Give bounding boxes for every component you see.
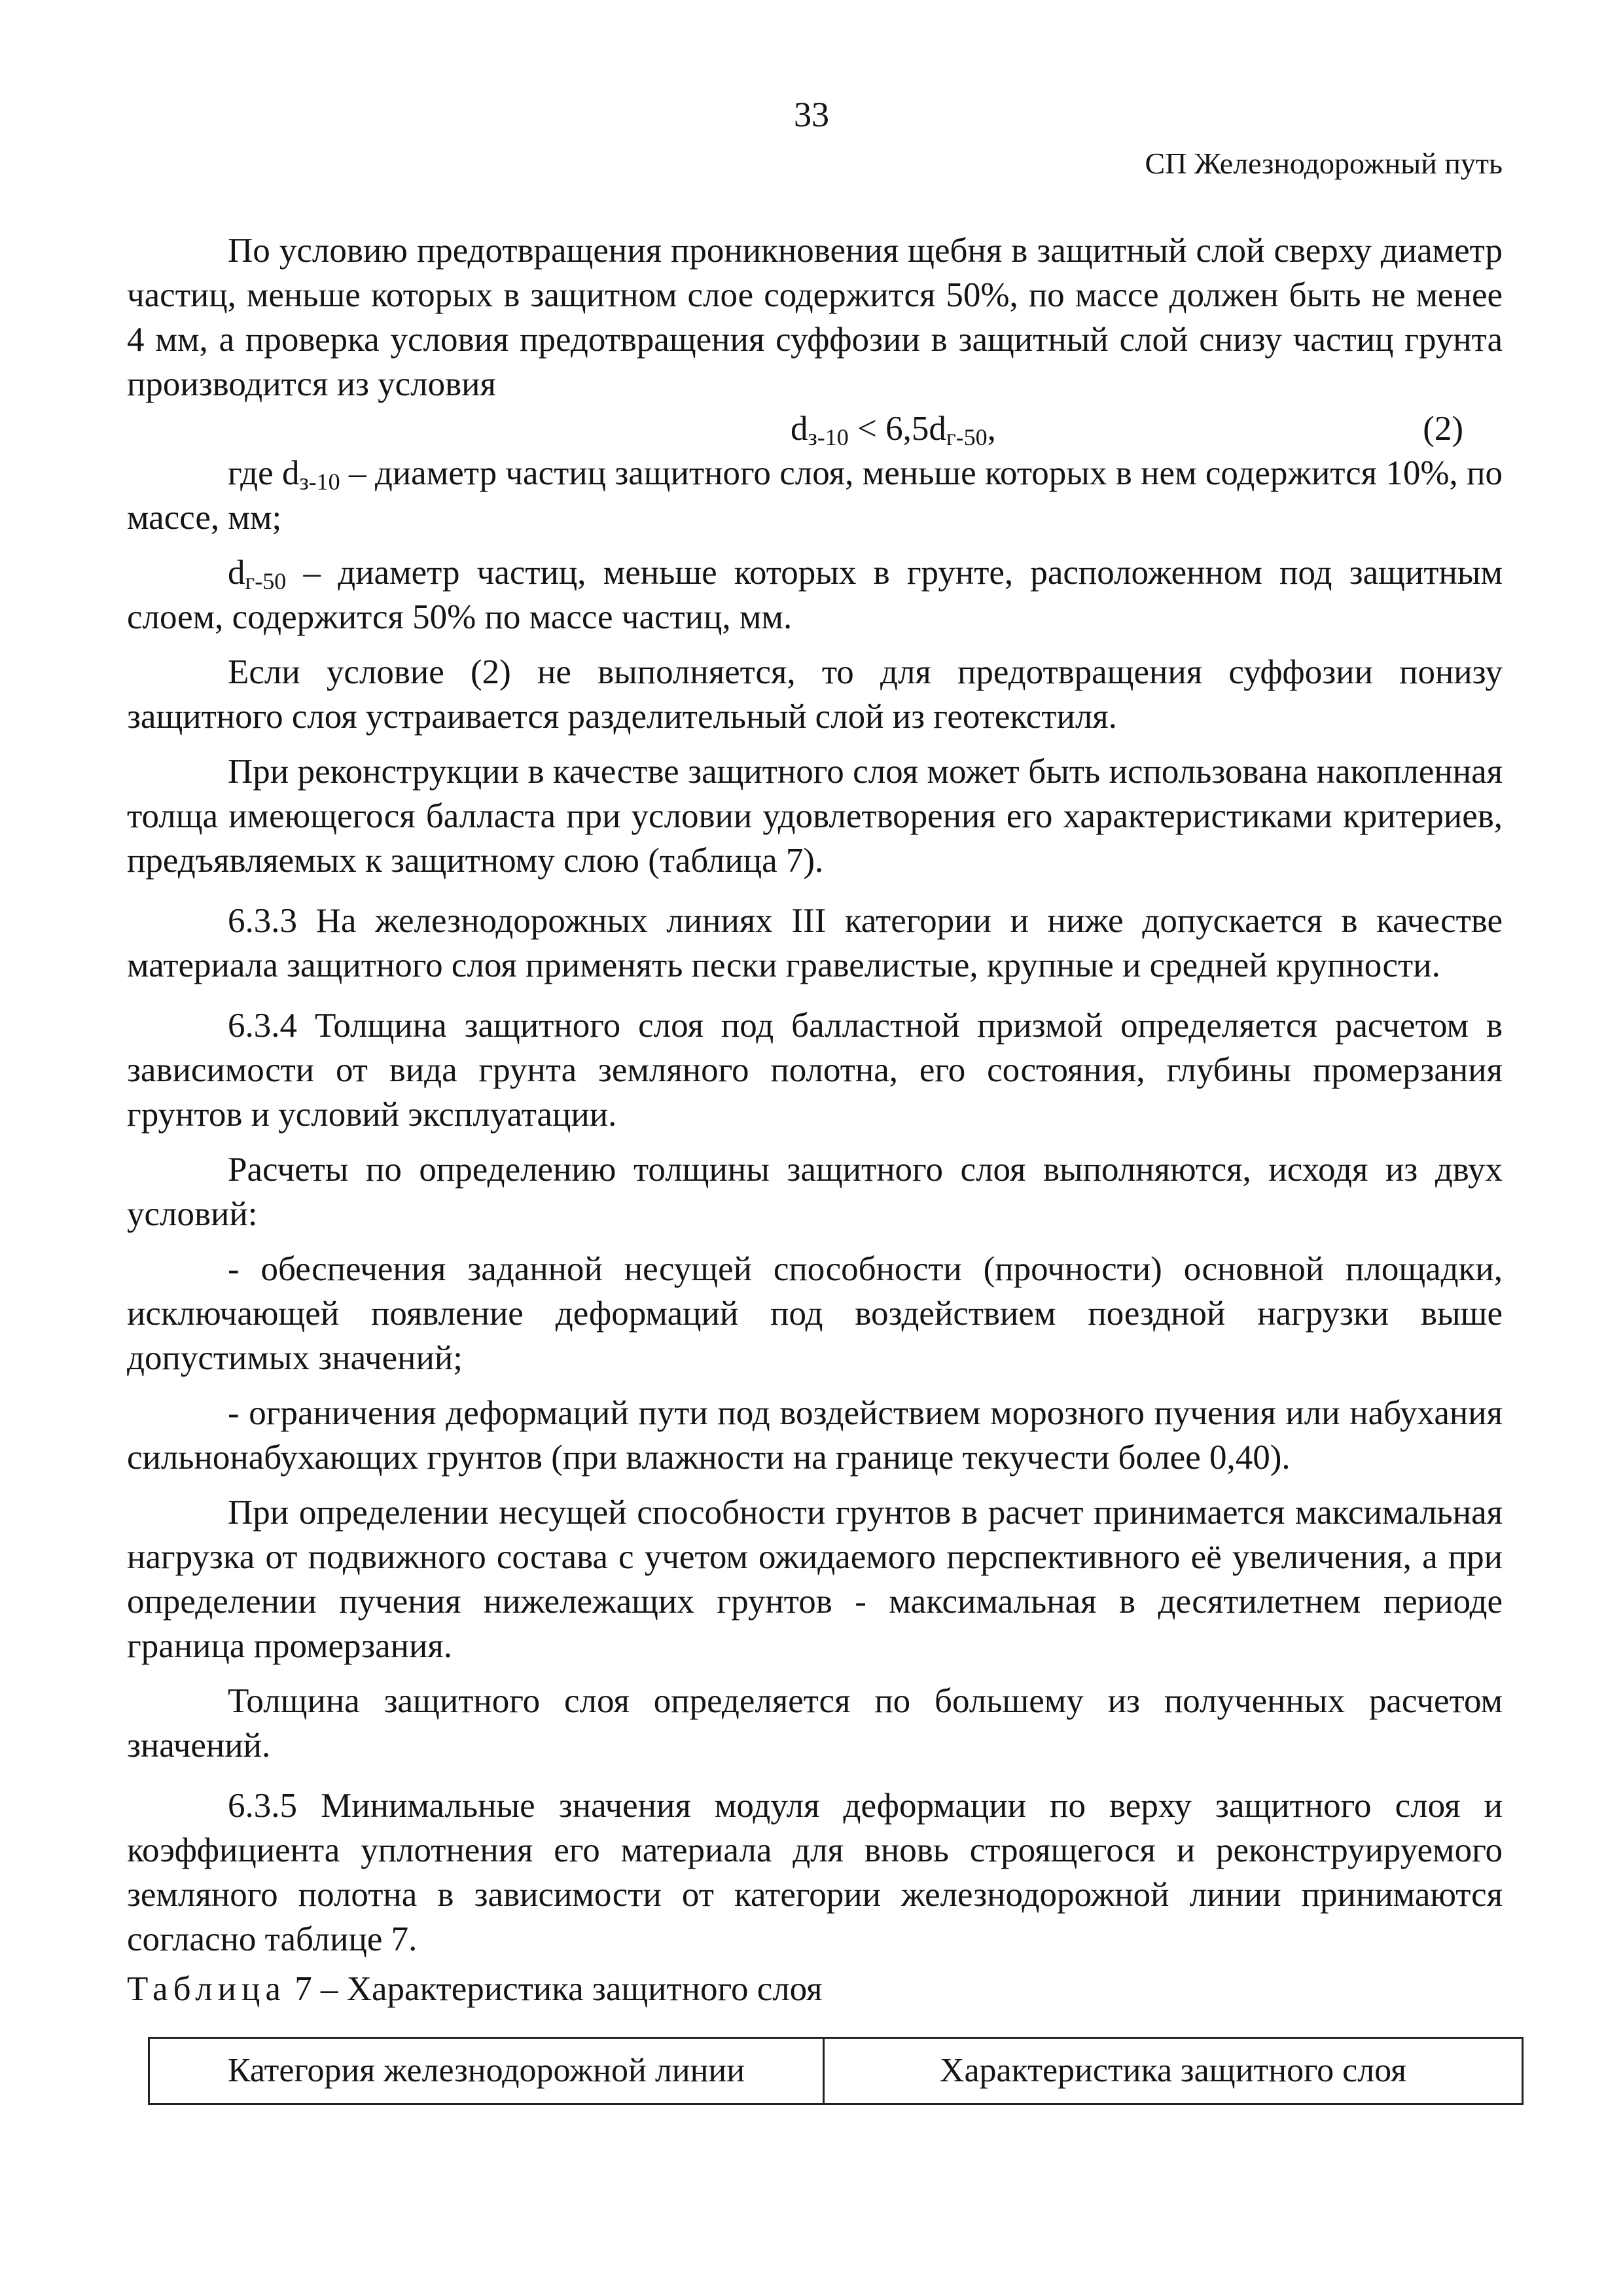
definition-symbol: d: [228, 554, 245, 592]
paragraph-condition-1: - обеспечения заданной несущей способности (прочности) основной площадки, исключающей появление деформаций под воздействием поездной нагрузки выше допустимых значений;: [127, 1250, 1503, 1377]
paragraph-load: При определении несущей способности грунтов в расчет принимается максимальная нагрузка от подвижного состава с учетом ожидаемого перспективного её увеличения, а при определении пучения нижележащих грунтов - максимальная в десятилетнем периоде граница промерзания.: [127, 1494, 1503, 1665]
formula-number: (2): [1423, 410, 1463, 448]
definition-subscript: г-50: [245, 568, 287, 594]
paragraph-calculations: Расчеты по определению толщины защитного слоя выполняются, исходя из двух условий:: [127, 1151, 1503, 1233]
header-cell-category: Категория железнодорожной линии: [149, 2038, 824, 2104]
paragraph-if-condition: Если условие (2) не выполняется, то для предотвращения суффозии понизу защитного слоя устраивается разделительный слой из геотекстиля.: [127, 653, 1503, 736]
definition-symbol: d: [281, 454, 300, 492]
formula-tail: ,: [987, 410, 996, 448]
table-header-row: [149, 2038, 1523, 2104]
definition-text: – диаметр частиц защитного слоя, меньше которых в нем содержится 10%, по массе, мм;: [127, 454, 1503, 537]
table-7: [148, 2037, 1524, 2105]
definition-prefix: где: [228, 454, 282, 492]
paragraph-thickness: Толщина защитного слоя определяется по большему из полученных расчетом значений.: [127, 1682, 1503, 1765]
table-caption: [127, 1967, 1503, 2011]
definition-text: – диаметр частиц, меньше которых в грунте, расположенном под защитным слоем, содержится 50% по массе частиц, мм.: [127, 554, 1503, 636]
paragraph-6-3-3: 6.3.3 На железнодорожных линиях III категории и ниже допускается в качестве материала защитного слоя применять пески гравелистые, крупные и средней крупности.: [127, 902, 1503, 984]
paragraph-condition-2: - ограничения деформаций пути под воздействием морозного пучения или набухания сильнонабухающих грунтов (при влажности на границе текучести более 0,40).: [127, 1394, 1503, 1477]
formula-sub1: з-10: [808, 424, 849, 450]
formula-sub2: г-50: [946, 424, 988, 450]
definition-subscript: з-10: [299, 469, 340, 495]
formula-2: [127, 406, 1503, 451]
formula-d2: d: [929, 410, 946, 448]
table-caption-label: Таблица: [127, 1970, 286, 2008]
running-header: СП Железнодорожный путь: [1145, 147, 1503, 180]
formula-operator: < 6,5: [848, 410, 929, 448]
header-cell-characteristic: Характеристика защитного слоя: [824, 2038, 1523, 2104]
formula-expression: [791, 406, 996, 451]
paragraph-6-3-4: 6.3.4 Толщина защитного слоя под балластной призмой определяется расчетом в зависимости от вида грунта земляного полотна, его состояния, глубины промерзания грунтов и условий эксплуатации.: [127, 1007, 1503, 1134]
formula-d1: d: [791, 410, 808, 448]
paragraph-6-3-5: 6.3.5 Минимальные значения модуля деформации по верху защитного слоя и коэффициента уплотнения его материала для вновь строящегося и реконструируемого земляного полотна в зависимости от категории железнодорожной линии принимаются согласно таблице 7.: [127, 1787, 1503, 1958]
definition-d-g50: [127, 550, 1503, 639]
page-number: 33: [794, 95, 829, 134]
definition-d-z10: [127, 451, 1503, 540]
document-body: [127, 228, 1503, 2011]
paragraph-reconstruction: При реконструкции в качестве защитного слоя может быть использована накопленная толща имеющегося балласта при условии удовлетворения его характеристиками критериев, предъявляемых к защитному слою (таблица 7).: [127, 753, 1503, 880]
paragraph-penetration-condition: По условию предотвращения проникновения щебня в защитный слой сверху диаметр частиц, меньше которых в защитном слое содержится 50%, по массе должен быть не менее 4 мм, а проверка условия предотвращения суффозии в защитный слой снизу частиц грунта производится из условия: [127, 232, 1503, 403]
table-caption-title: 7 – Характеристика защитного слоя: [285, 1970, 823, 2008]
